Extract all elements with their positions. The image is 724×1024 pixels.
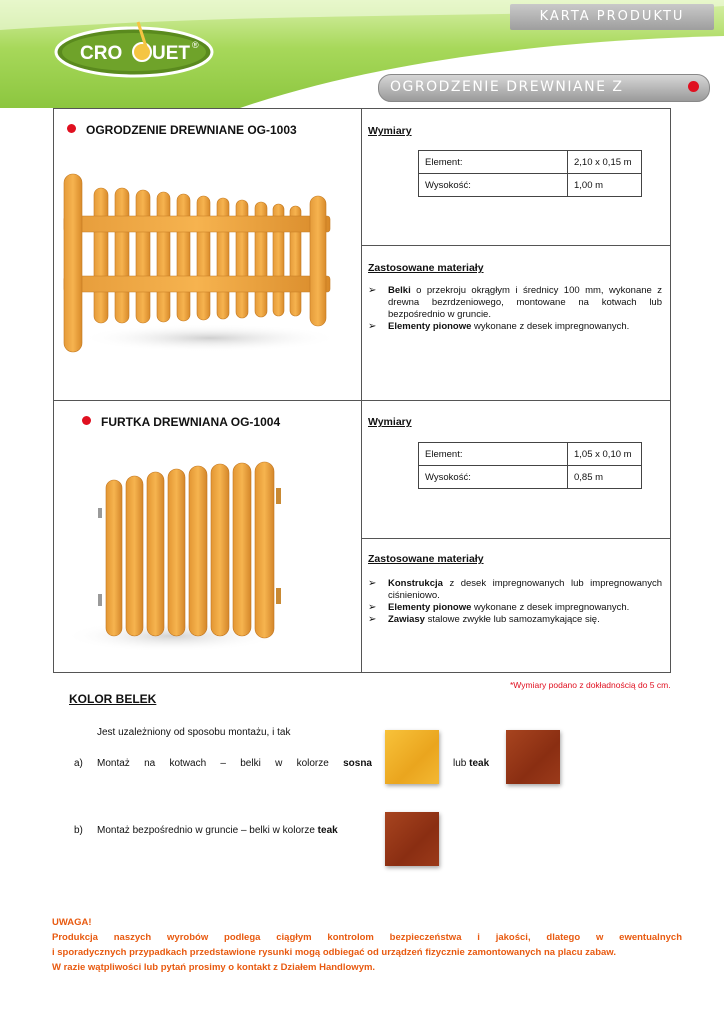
color-name-sosna: sosna [343,758,372,769]
list-item: ➢ Elementy pionowe wykonane z desek impregnowanych. [368,602,630,613]
list-item: ➢ Konstrukcja z desek impregnowanych lub impregnowanych ciśnieniowo. [368,578,662,601]
warning-title: UWAGA! [52,917,92,928]
sosna-swatch [385,730,439,784]
bullet-dot [82,416,91,425]
warning-notice [52,915,682,975]
teak-swatch [385,812,439,866]
dims-heading: Wymiary [368,416,412,428]
color-intro: Jest uzależniony od sposobu montażu, i tak [97,727,291,738]
option-a-text: Montaż na kotwach – belki w kolorze sosna [97,758,372,769]
materials-heading: Zastosowane materiały [368,262,484,274]
dims-table [418,150,642,197]
page-title: OGRODZENIE DREWNIANE Z DESEK [390,79,624,121]
materials-list [368,578,662,626]
dim-label: Element: [419,151,568,174]
option-b-label: b) [74,825,83,836]
color-name-teak: teak [317,825,338,836]
materials-list [368,285,662,333]
dim-label: Element: [419,443,568,466]
table-row [419,466,642,489]
color-name-teak: teak [469,758,490,769]
svg-text:UET: UET [152,43,190,64]
product-title: OGRODZENIE DREWNIANE OG-1003 [86,123,297,137]
dim-value: 1,05 x 0,10 m [568,443,642,466]
warning-line: i sporadycznych przypadkach przedstawione rysunki mogą odbiegać od urządzeń fizycznie zamontowanych na placu zabaw. [52,947,616,958]
cell-divider-1 [361,245,671,246]
croquet-logo [52,20,220,80]
warning-line: Produkcja naszych wyrobów podlega ciągłym kontrolom bezpieczeństwa i jakości, dlatego w ewentualnych [52,932,682,943]
option-b-text: Montaż bezpośrednio w gruncie – belki w kolorze teak [97,825,338,836]
dim-label: Wysokość: [419,466,568,489]
warning-line: W razie wątpliwości lub pytań prosimy o kontakt z Działem Handlowym. [52,962,376,973]
product-card-label: KARTA PRODUKTU [510,4,714,30]
materials-heading: Zastosowane materiały [368,553,484,565]
teak-swatch [506,730,560,784]
dim-value: 0,85 m [568,466,642,489]
option-a-label: a) [74,758,83,769]
dimensions-note: *Wymiary podano z dokładnością do 5 cm. [510,680,671,690]
arrow-bullet-icon: ➢ [368,578,377,589]
arrow-bullet-icon: ➢ [368,602,377,613]
table-row [419,174,642,197]
dim-label: Wysokość: [419,174,568,197]
svg-text:®: ® [192,40,199,50]
arrow-bullet-icon: ➢ [368,321,377,332]
bullet-dot [67,124,76,133]
table-divider-vertical [361,108,362,673]
svg-text:CRO: CRO [80,43,123,64]
option-a-or: lub teak [453,758,490,769]
fence-image [60,170,332,356]
list-item: ➢ Belki o przekroju okrągłym i średnicy 100 mm, wykonane z drewna bezrdzeniowego, montowane na kotwach lub bezpośrednio w gruncie. [368,285,662,320]
cell-divider-2 [361,538,671,539]
dim-value: 2,10 x 0,15 m [568,151,642,174]
product-title: FURTKA DREWNIANA OG-1004 [101,415,281,429]
dim-value: 1,00 m [568,174,642,197]
title-red-dot [688,81,699,92]
list-item: ➢ Zawiasy stalowe zwykłe lub samozamykające się. [368,614,600,625]
list-item: ➢ Elementy pionowe wykonane z desek impregnowanych. [368,321,630,332]
gate-image [62,458,292,654]
color-heading: KOLOR BELEK [69,692,157,706]
table-divider-horizontal [53,400,671,401]
dims-heading: Wymiary [368,125,412,137]
table-row [419,151,642,174]
arrow-bullet-icon: ➢ [368,285,377,296]
table-row [419,443,642,466]
arrow-bullet-icon: ➢ [368,614,377,625]
dims-table [418,442,642,489]
